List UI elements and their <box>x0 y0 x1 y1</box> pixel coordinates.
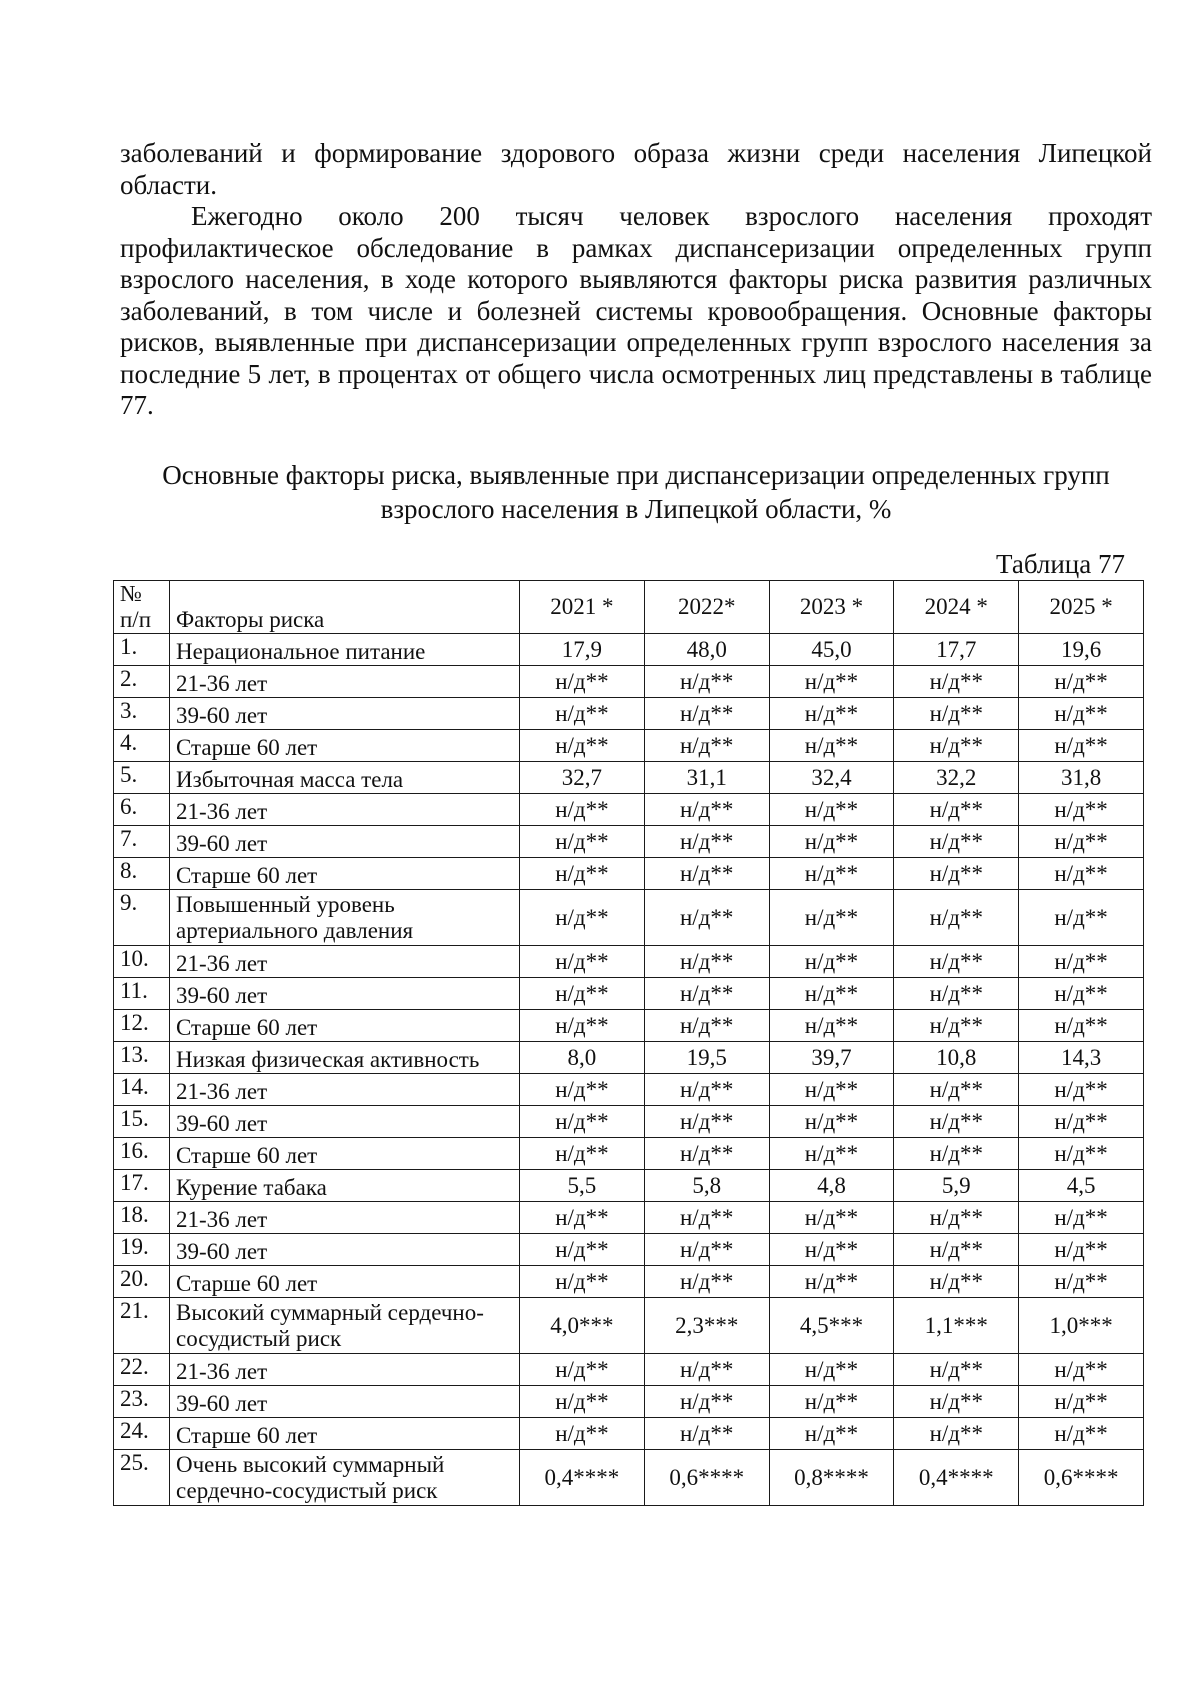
table-row <box>114 1266 1144 1298</box>
table-row <box>114 1010 1144 1042</box>
row-number: 8. <box>114 858 170 890</box>
header-number-line-1: № <box>120 581 142 606</box>
year-value-cell: 17,7 <box>894 634 1019 666</box>
year-value-cell: н/д** <box>769 1138 894 1170</box>
year-value-cell: 4,5 <box>1019 1170 1144 1202</box>
header-year: 2025 * <box>1019 581 1144 634</box>
year-value-cell: н/д** <box>644 946 769 978</box>
row-number: 2. <box>114 666 170 698</box>
table-row <box>114 794 1144 826</box>
year-value-cell: н/д** <box>1019 730 1144 762</box>
year-value-cell: н/д** <box>894 1106 1019 1138</box>
year-value-cell: н/д** <box>894 1202 1019 1234</box>
year-value-cell: н/д** <box>769 730 894 762</box>
table-row <box>114 1418 1144 1450</box>
row-number: 12. <box>114 1010 170 1042</box>
table-row <box>114 946 1144 978</box>
year-value-cell: н/д** <box>520 698 645 730</box>
risk-factor-name: Очень высокий суммарный сердечно-сосудистый риск <box>170 1450 520 1506</box>
row-number: 23. <box>114 1386 170 1418</box>
year-value-cell: 5,5 <box>520 1170 645 1202</box>
year-value-cell: н/д** <box>1019 826 1144 858</box>
table-row <box>114 1450 1144 1506</box>
year-value-cell: 39,7 <box>769 1042 894 1074</box>
year-value-cell: н/д** <box>894 1234 1019 1266</box>
table-row <box>114 634 1144 666</box>
year-value-cell: 0,8**** <box>769 1450 894 1506</box>
table-row <box>114 858 1144 890</box>
year-value-cell: н/д** <box>520 1074 645 1106</box>
header-year: 2021 * <box>520 581 645 634</box>
row-number: 16. <box>114 1138 170 1170</box>
table-row <box>114 978 1144 1010</box>
year-value-cell: 32,4 <box>769 762 894 794</box>
row-number: 17. <box>114 1170 170 1202</box>
year-value-cell: н/д** <box>1019 1106 1144 1138</box>
body-paragraph-2: Ежегодно около 200 тысяч человек взрослого населения проходят профилактическое обследование в рамках диспансеризации определенных групп взрослого населения, в ходе которого выявляются факторы риска развития различных заболеваний, в том числе и болезней системы кровообращения. Основные факторы рисков, выявленные при диспансеризации определенных групп взрослого населения за последние 5 лет, в процентах от общего числа осмотренных лиц представлены в таблице 77. <box>120 201 1152 420</box>
year-value-cell: н/д** <box>894 1074 1019 1106</box>
row-number: 18. <box>114 1202 170 1234</box>
year-value-cell: н/д** <box>894 698 1019 730</box>
year-value-cell: н/д** <box>520 890 645 946</box>
year-value-cell: 4,0*** <box>520 1298 645 1354</box>
year-value-cell: н/д** <box>894 1386 1019 1418</box>
table-row <box>114 730 1144 762</box>
year-value-cell: н/д** <box>894 946 1019 978</box>
year-value-cell: н/д** <box>644 1106 769 1138</box>
year-value-cell: н/д** <box>644 1354 769 1386</box>
year-value-cell: н/д** <box>894 858 1019 890</box>
risk-factor-name: Старше 60 лет <box>170 1266 520 1298</box>
year-value-cell: н/д** <box>520 858 645 890</box>
year-value-cell: н/д** <box>769 1106 894 1138</box>
table-row <box>114 1202 1144 1234</box>
year-value-cell: н/д** <box>1019 978 1144 1010</box>
year-value-cell: 0,6**** <box>1019 1450 1144 1506</box>
row-number: 14. <box>114 1074 170 1106</box>
year-value-cell: н/д** <box>1019 946 1144 978</box>
row-number: 22. <box>114 1354 170 1386</box>
year-value-cell: 8,0 <box>520 1042 645 1074</box>
year-value-cell: н/д** <box>769 794 894 826</box>
year-value-cell: 45,0 <box>769 634 894 666</box>
year-value-cell: н/д** <box>520 826 645 858</box>
year-value-cell: н/д** <box>520 1234 645 1266</box>
year-value-cell: н/д** <box>520 1202 645 1234</box>
year-value-cell: н/д** <box>769 890 894 946</box>
year-value-cell: 10,8 <box>894 1042 1019 1074</box>
year-value-cell: н/д** <box>520 1138 645 1170</box>
year-value-cell: 1,0*** <box>1019 1298 1144 1354</box>
risk-factor-name: 21-36 лет <box>170 794 520 826</box>
year-value-cell: н/д** <box>644 698 769 730</box>
year-value-cell: н/д** <box>1019 666 1144 698</box>
year-value-cell: н/д** <box>1019 858 1144 890</box>
year-value-cell: н/д** <box>644 1266 769 1298</box>
risk-factor-name: Старше 60 лет <box>170 1418 520 1450</box>
risk-factor-name: Старше 60 лет <box>170 730 520 762</box>
year-value-cell: н/д** <box>1019 1354 1144 1386</box>
table-caption-line-2: взрослого населения в Липецкой области, % <box>380 494 892 524</box>
table-row <box>114 762 1144 794</box>
risk-factor-name: 39-60 лет <box>170 1234 520 1266</box>
table-row <box>114 1106 1144 1138</box>
header-year: 2022* <box>644 581 769 634</box>
year-value-cell: 14,3 <box>1019 1042 1144 1074</box>
year-value-cell: н/д** <box>644 1010 769 1042</box>
table-row <box>114 1234 1144 1266</box>
year-value-cell: н/д** <box>894 794 1019 826</box>
header-number <box>114 581 170 634</box>
year-value-cell: н/д** <box>520 1418 645 1450</box>
year-value-cell: н/д** <box>769 666 894 698</box>
year-value-cell: н/д** <box>520 1386 645 1418</box>
table-row <box>114 826 1144 858</box>
table-row <box>114 890 1144 946</box>
table-caption-line-1: Основные факторы риска, выявленные при диспансеризации определенных групп <box>162 460 1110 490</box>
risk-factor-name: 39-60 лет <box>170 1106 520 1138</box>
year-value-cell: н/д** <box>769 1010 894 1042</box>
year-value-cell: н/д** <box>894 1266 1019 1298</box>
risk-factor-name: 21-36 лет <box>170 1354 520 1386</box>
year-value-cell: н/д** <box>769 1266 894 1298</box>
year-value-cell: н/д** <box>769 1354 894 1386</box>
risk-factor-name: 21-36 лет <box>170 666 520 698</box>
year-value-cell: 5,9 <box>894 1170 1019 1202</box>
year-value-cell: н/д** <box>894 730 1019 762</box>
row-number: 24. <box>114 1418 170 1450</box>
year-value-cell: н/д** <box>644 890 769 946</box>
header-factor: Факторы риска <box>170 581 520 634</box>
table-row <box>114 698 1144 730</box>
year-value-cell: н/д** <box>769 1234 894 1266</box>
row-number: 3. <box>114 698 170 730</box>
row-number: 11. <box>114 978 170 1010</box>
year-value-cell: н/д** <box>769 698 894 730</box>
row-number: 5. <box>114 762 170 794</box>
year-value-cell: н/д** <box>644 1138 769 1170</box>
row-number: 13. <box>114 1042 170 1074</box>
year-value-cell: 17,9 <box>520 634 645 666</box>
year-value-cell: 0,6**** <box>644 1450 769 1506</box>
year-value-cell: н/д** <box>894 890 1019 946</box>
year-value-cell: н/д** <box>520 1266 645 1298</box>
risk-factor-name: 39-60 лет <box>170 1386 520 1418</box>
table-row <box>114 1170 1144 1202</box>
year-value-cell: 4,5*** <box>769 1298 894 1354</box>
year-value-cell: н/д** <box>520 946 645 978</box>
risk-factors-table <box>113 580 1144 1506</box>
year-value-cell: н/д** <box>520 666 645 698</box>
table-row <box>114 1042 1144 1074</box>
year-value-cell: н/д** <box>520 978 645 1010</box>
year-value-cell: н/д** <box>894 978 1019 1010</box>
year-value-cell: 0,4**** <box>894 1450 1019 1506</box>
year-value-cell: н/д** <box>769 1074 894 1106</box>
year-value-cell: 32,7 <box>520 762 645 794</box>
table-row <box>114 1074 1144 1106</box>
year-value-cell: н/д** <box>520 1010 645 1042</box>
table-row <box>114 1298 1144 1354</box>
year-value-cell: н/д** <box>1019 1234 1144 1266</box>
year-value-cell: н/д** <box>894 666 1019 698</box>
year-value-cell: н/д** <box>1019 1266 1144 1298</box>
year-value-cell: н/д** <box>644 666 769 698</box>
year-value-cell: н/д** <box>520 730 645 762</box>
year-value-cell: н/д** <box>894 1354 1019 1386</box>
year-value-cell: н/д** <box>644 858 769 890</box>
year-value-cell: 31,8 <box>1019 762 1144 794</box>
risk-factor-name: 39-60 лет <box>170 978 520 1010</box>
row-number: 10. <box>114 946 170 978</box>
row-number: 4. <box>114 730 170 762</box>
year-value-cell: н/д** <box>1019 1386 1144 1418</box>
year-value-cell: 19,5 <box>644 1042 769 1074</box>
year-value-cell: 48,0 <box>644 634 769 666</box>
row-number: 25. <box>114 1450 170 1506</box>
year-value-cell: н/д** <box>769 978 894 1010</box>
year-value-cell: н/д** <box>1019 794 1144 826</box>
table-body <box>114 634 1144 1506</box>
year-value-cell: н/д** <box>644 1418 769 1450</box>
table-row <box>114 1386 1144 1418</box>
year-value-cell: н/д** <box>1019 1202 1144 1234</box>
row-number: 9. <box>114 890 170 946</box>
body-paragraph-1: заболеваний и формирование здорового образа жизни среди населения Липецкой области. <box>120 138 1152 200</box>
year-value-cell: 0,4**** <box>520 1450 645 1506</box>
risk-factor-name: Старше 60 лет <box>170 1010 520 1042</box>
year-value-cell: н/д** <box>1019 890 1144 946</box>
risk-factor-name: 21-36 лет <box>170 1202 520 1234</box>
year-value-cell: 31,1 <box>644 762 769 794</box>
risk-factor-name: Старше 60 лет <box>170 858 520 890</box>
year-value-cell: 2,3*** <box>644 1298 769 1354</box>
risk-factor-name: Низкая физическая активность <box>170 1042 520 1074</box>
table-header-row <box>114 581 1144 634</box>
year-value-cell: н/д** <box>894 1010 1019 1042</box>
risk-factor-name: 39-60 лет <box>170 826 520 858</box>
row-number: 20. <box>114 1266 170 1298</box>
risk-factor-name: 21-36 лет <box>170 946 520 978</box>
year-value-cell: н/д** <box>769 1202 894 1234</box>
table-row <box>114 1354 1144 1386</box>
header-number-line-2: п/п <box>120 607 152 632</box>
risk-factor-name: Нерациональное питание <box>170 634 520 666</box>
year-value-cell: н/д** <box>644 794 769 826</box>
year-value-cell: н/д** <box>644 978 769 1010</box>
year-value-cell: н/д** <box>894 1138 1019 1170</box>
year-value-cell: 19,6 <box>1019 634 1144 666</box>
year-value-cell: н/д** <box>769 826 894 858</box>
year-value-cell: 1,1*** <box>894 1298 1019 1354</box>
year-value-cell: н/д** <box>894 1418 1019 1450</box>
row-number: 7. <box>114 826 170 858</box>
table-caption <box>120 458 1152 526</box>
year-value-cell: н/д** <box>1019 1074 1144 1106</box>
year-value-cell: н/д** <box>644 1386 769 1418</box>
year-value-cell: н/д** <box>644 826 769 858</box>
header-year: 2024 * <box>894 581 1019 634</box>
header-year: 2023 * <box>769 581 894 634</box>
row-number: 6. <box>114 794 170 826</box>
year-value-cell: н/д** <box>520 1106 645 1138</box>
risk-factor-name: Повышенный уровень артериального давления <box>170 890 520 946</box>
year-value-cell: н/д** <box>769 1418 894 1450</box>
table-row <box>114 1138 1144 1170</box>
year-value-cell: н/д** <box>769 858 894 890</box>
year-value-cell: н/д** <box>1019 698 1144 730</box>
row-number: 21. <box>114 1298 170 1354</box>
row-number: 1. <box>114 634 170 666</box>
risk-factor-name: 21-36 лет <box>170 1074 520 1106</box>
year-value-cell: н/д** <box>644 1202 769 1234</box>
table-row <box>114 666 1144 698</box>
year-value-cell: н/д** <box>520 1354 645 1386</box>
year-value-cell: н/д** <box>769 946 894 978</box>
risk-factor-name: 39-60 лет <box>170 698 520 730</box>
year-value-cell: н/д** <box>1019 1418 1144 1450</box>
year-value-cell: н/д** <box>894 826 1019 858</box>
year-value-cell: 4,8 <box>769 1170 894 1202</box>
year-value-cell: н/д** <box>520 794 645 826</box>
year-value-cell: 32,2 <box>894 762 1019 794</box>
year-value-cell: н/д** <box>769 1386 894 1418</box>
risk-factor-name: Старше 60 лет <box>170 1138 520 1170</box>
table-number-label: Таблица 77 <box>996 549 1125 579</box>
year-value-cell: н/д** <box>1019 1010 1144 1042</box>
year-value-cell: 5,8 <box>644 1170 769 1202</box>
row-number: 15. <box>114 1106 170 1138</box>
risk-factor-name: Избыточная масса тела <box>170 762 520 794</box>
year-value-cell: н/д** <box>1019 1138 1144 1170</box>
year-value-cell: н/д** <box>644 730 769 762</box>
row-number: 19. <box>114 1234 170 1266</box>
risk-factor-name: Курение табака <box>170 1170 520 1202</box>
risk-factor-name: Высокий суммарный сердечно-сосудистый риск <box>170 1298 520 1354</box>
year-value-cell: н/д** <box>644 1074 769 1106</box>
year-value-cell: н/д** <box>644 1234 769 1266</box>
